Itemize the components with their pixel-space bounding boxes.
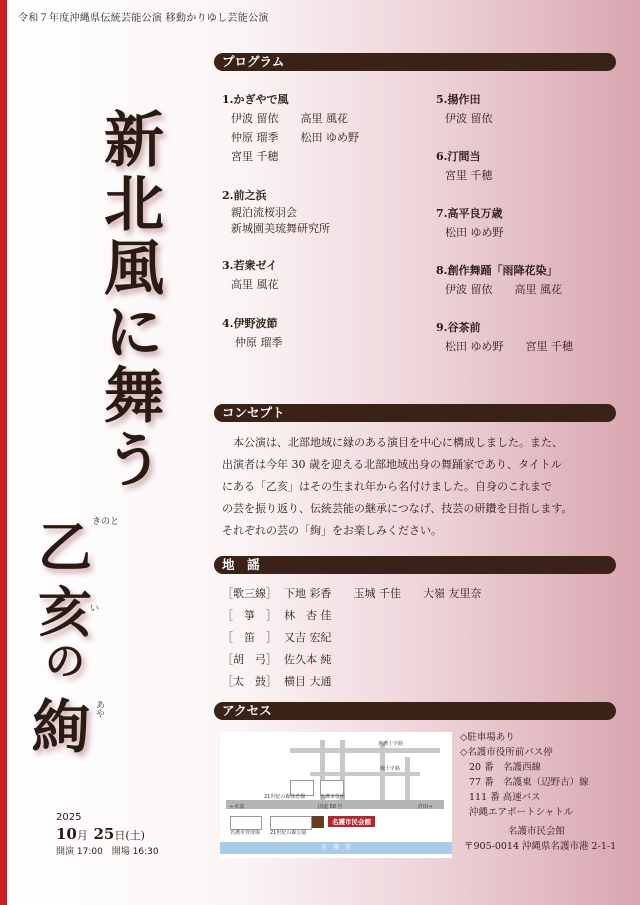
concept-heading: コンセプト <box>214 404 616 422</box>
program-heading: プログラム <box>214 53 616 71</box>
map-label: 21世紀の森体育館 <box>264 794 306 800</box>
map-venue-label: 名護市民会館 <box>328 816 375 827</box>
map-label: 21世紀の森公園 <box>270 830 307 836</box>
map-bay: 名 護 湾 <box>220 842 452 854</box>
concept-text <box>222 432 602 542</box>
program-item-title: 1.かぎやで風 <box>222 93 289 106</box>
map-building <box>230 816 262 830</box>
jiutai-names: 下地 彩香 玉城 千佳 大嶺 友里奈 <box>284 587 482 600</box>
subtitle-char-3: の <box>45 638 85 685</box>
program-item <box>436 90 573 147</box>
jiutai-row <box>222 671 482 693</box>
performer: 新城園美琉舞研究所 <box>231 222 330 235</box>
event-series-title: 令和７年度沖縄県伝統芸能公演 移動かりゆし芸能公演 <box>18 13 269 24</box>
jiutai-part: ［太 鼓］ <box>222 675 277 688</box>
map-road <box>310 772 420 776</box>
access-heading: アクセス <box>214 702 616 720</box>
performer: 伊波 留依 高里 風花 <box>231 112 348 125</box>
performer: 伊波 留依 高里 風花 <box>445 283 562 296</box>
map-road <box>405 757 410 802</box>
jiutai-list <box>222 583 482 693</box>
program-item-title: 2.前之浜 <box>222 189 267 202</box>
bus-line: 20 番 名護西線 <box>469 762 542 773</box>
jiutai-names: 横目 大通 <box>284 675 332 688</box>
concept-line: 本公演は、北部地域に縁のある演目を中心に構成しました。また、 <box>222 436 563 449</box>
concept-line: それぞれの芸の「絢」をお楽しみください。 <box>222 524 442 537</box>
event-date <box>56 812 159 857</box>
program-item-title: 3.若衆ゼイ <box>222 259 278 272</box>
subtitle-char-2: 亥 <box>38 580 92 644</box>
program-item-title: 4.伊野波節 <box>222 317 278 330</box>
performer: 松田 ゆめ野 宮里 千穂 <box>445 340 573 353</box>
program-item <box>436 261 573 318</box>
program-item <box>222 186 359 256</box>
ruby-aya: あや <box>94 700 104 718</box>
subtitle-char-4: 絢 <box>32 693 91 761</box>
ruby-i: い <box>90 604 100 614</box>
jiutai-part: ［ 箏 ］ <box>222 609 277 622</box>
bus-line: 111 番 高速バス <box>469 792 541 803</box>
concept-line: 出演者は今年 30 歳を迎える北部地域出身の舞踊家であり、タイトル <box>222 458 562 471</box>
month-unit: 月 <box>76 829 88 842</box>
concept-line: にある「乙亥」はその生まれ年から名付けました。自身のこれまで <box>222 480 552 493</box>
bus-stop: ◇名護市役所前バス停 <box>460 747 553 758</box>
bus-line: 沖縄エアポートシャトル <box>469 807 574 818</box>
program-item <box>436 318 573 356</box>
event-times: 開演 17:00 開場 16:30 <box>56 847 159 857</box>
left-red-bar <box>0 0 7 905</box>
map-building <box>270 816 312 830</box>
program-right-col <box>436 90 573 356</box>
jiutai-names: 林 杏 佳 <box>284 609 332 622</box>
jiutai-part: ［胡 弓］ <box>222 653 277 666</box>
map-label: 名護十字路 <box>378 741 404 747</box>
access-info <box>460 730 616 854</box>
performer: 仲原 瑠季 <box>235 336 283 349</box>
program-item-title: 5.揚作田 <box>436 93 481 106</box>
jiutai-row <box>222 627 482 649</box>
map-label: 名護市営球場 <box>230 830 261 836</box>
event-weekday: (土) <box>125 829 145 842</box>
concept-line: の芸を振り返り、伝統芸能の継承につなげ、技芸の研鑽を目指します。 <box>222 502 573 515</box>
venue-address: 〒905-0014 沖縄県名護市港 2-1-1 <box>464 841 617 852</box>
performer: 親泊流桜羽会 <box>231 206 297 219</box>
performer: 松田 ゆめ野 <box>445 226 504 239</box>
performer: 宮里 千穂 <box>445 169 493 182</box>
program-item <box>222 314 359 352</box>
program-item-title: 8.創作舞踊「雨降花染」 <box>436 264 558 277</box>
bus-line: 77 番 名護東（辺野古）線 <box>469 777 589 788</box>
program-item <box>436 147 573 204</box>
venue-marker-icon <box>312 816 324 828</box>
program-item <box>222 90 359 186</box>
jiutai-heading: 地 謡 <box>214 556 616 574</box>
main-title: 新北風に舞う <box>94 108 164 492</box>
jiutai-row <box>222 583 482 605</box>
map-label: 名護市役所 <box>320 794 346 800</box>
map-label: 国道 58 号 <box>318 804 343 810</box>
program-item-title: 7.高平良万歳 <box>436 207 503 220</box>
program-item <box>436 204 573 261</box>
subtitle-char-1: 乙 <box>38 515 92 579</box>
program-left-col <box>222 90 359 352</box>
jiutai-names: 又吉 宏紀 <box>284 631 332 644</box>
map-label: ←本部 <box>230 804 245 810</box>
map-label: 城十字路 <box>380 766 401 772</box>
event-month: 10 <box>56 825 77 843</box>
event-year: 2025 <box>56 812 82 823</box>
program-item <box>222 256 359 314</box>
program-item-title: 6.汀間当 <box>436 150 481 163</box>
day-unit: 日 <box>114 829 126 842</box>
jiutai-row <box>222 605 482 627</box>
map-road <box>290 748 440 753</box>
ruby-kinoto: きのと <box>92 517 120 527</box>
performer: 伊波 留依 <box>445 112 493 125</box>
performer: 高里 風花 <box>231 278 279 291</box>
jiutai-row <box>222 649 482 671</box>
event-day: 25 <box>93 825 115 843</box>
jiutai-part: ［歌三線］ <box>222 587 277 600</box>
jiutai-names: 佐久本 純 <box>284 653 332 666</box>
parking-note: ◇駐車場あり <box>460 732 515 743</box>
map-label: 許田→ <box>418 804 433 810</box>
venue-name: 名護市民会館 <box>508 826 566 837</box>
program-item-title: 9.谷茶前 <box>436 321 481 334</box>
access-map <box>220 732 452 858</box>
jiutai-part: ［ 笛 ］ <box>222 631 277 644</box>
performer: 宮里 千穂 <box>231 150 279 163</box>
performer: 仲原 瑠季 松田 ゆめ野 <box>231 131 359 144</box>
